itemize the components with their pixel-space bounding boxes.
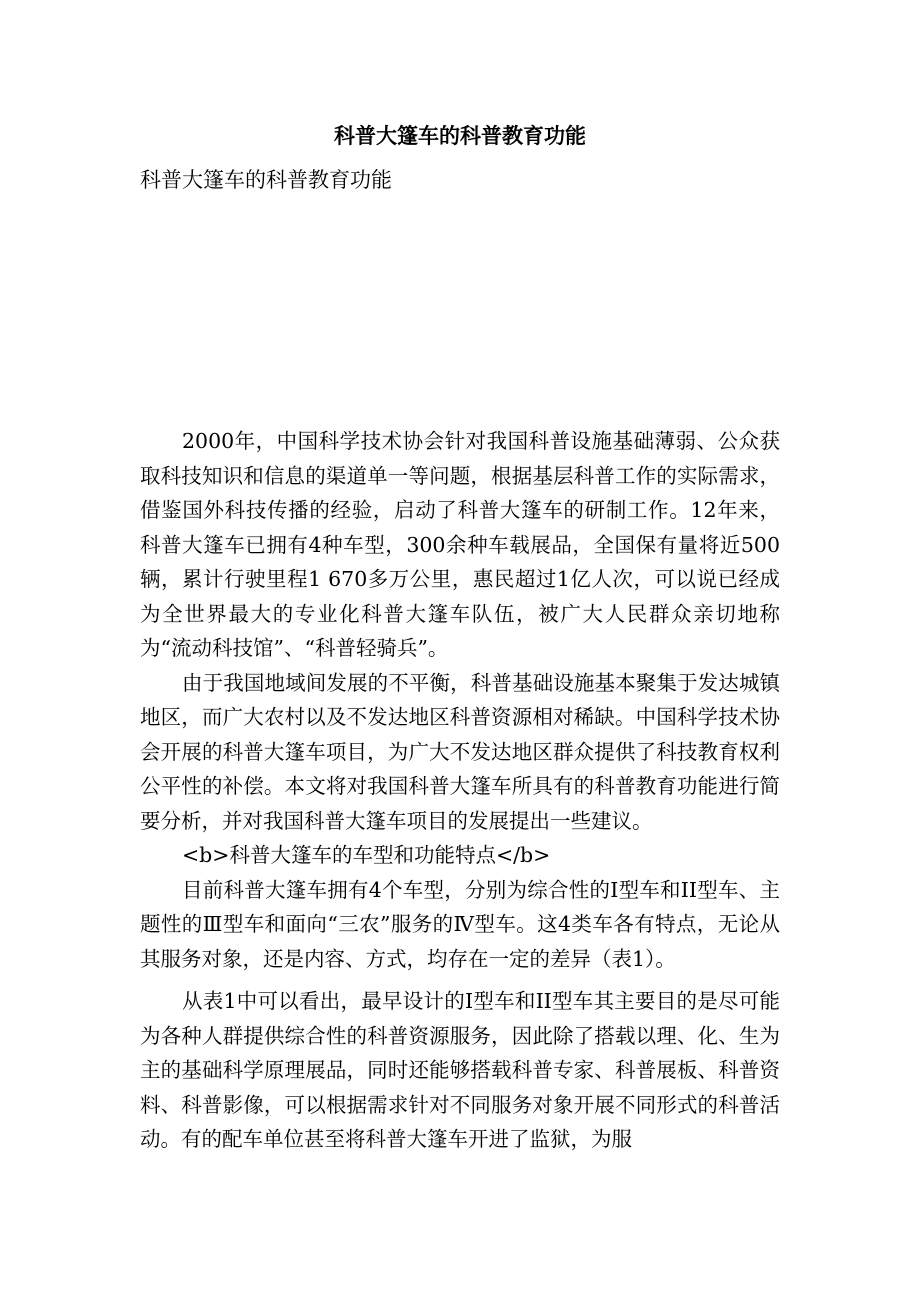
document-body <box>140 424 780 1157</box>
document-title: 科普大篷车的科普教育功能 <box>334 123 586 148</box>
paragraph-table-analysis: 从表1中可以看出，最早设计的Ⅰ型车和II型车其主要目的是尽可能为各种人群提供综合性的科普资源服务，因此除了搭载以理、化、生为主的基础科学原理展品，同时还能够搭载科普专家、科普展板、科普资料、科普影像，可以根据需求针对不同服务对象开展不同形式的科普活动。有的配车单位甚至将科普大篷车开进了监狱，为服 <box>140 989 780 1151</box>
paragraph-background: 由于我国地域间发展的不平衡，科普基础设施基本聚集于发达城镇地区，而广大农村以及不发达地区科普资源相对稀缺。中国科学技术协会开展的科普大篷车项目，为广大不发达地区群众提供了科技教育权利公平性的补偿。本文将对我国科普大篷车所具有的科普教育功能进行简要分析，并对我国科普大篷车项目的发展提出一些建议。 <box>140 670 780 833</box>
document-subtitle: 科普大篷车的科普教育功能 <box>140 168 392 192</box>
paragraph-vehicle-types: 目前科普大篷车拥有4个车型，分别为综合性的Ⅰ型车和II型车、主题性的Ⅲ型车和面向“三农”服务的Ⅳ型车。这4类车各有特点，无论从其服务对象，还是内容、方式，均存在一定的差异（表1）。 <box>140 877 780 971</box>
paragraph-intro: 2000年，中国科学技术协会针对我国科普设施基础薄弱、公众获取科技知识和信息的渠道单一等问题，根据基层科普工作的实际需求，借鉴国外科技传播的经验，启动了科普大篷车的研制工作。12年来，科普大篷车已拥有4种车型，300余种车载展品，全国保有量将近500辆，累计行驶里程1 670多万公里，惠民超过1亿人次，可以说已经成为全世界最大的专业化科普大篷车队伍，被广大人民群众亲切地称为“流动科技馆”、“科普轻骑兵”。 <box>140 429 780 660</box>
section-heading: <b>科普大篷车的车型和功能特点</b> <box>182 843 551 867</box>
